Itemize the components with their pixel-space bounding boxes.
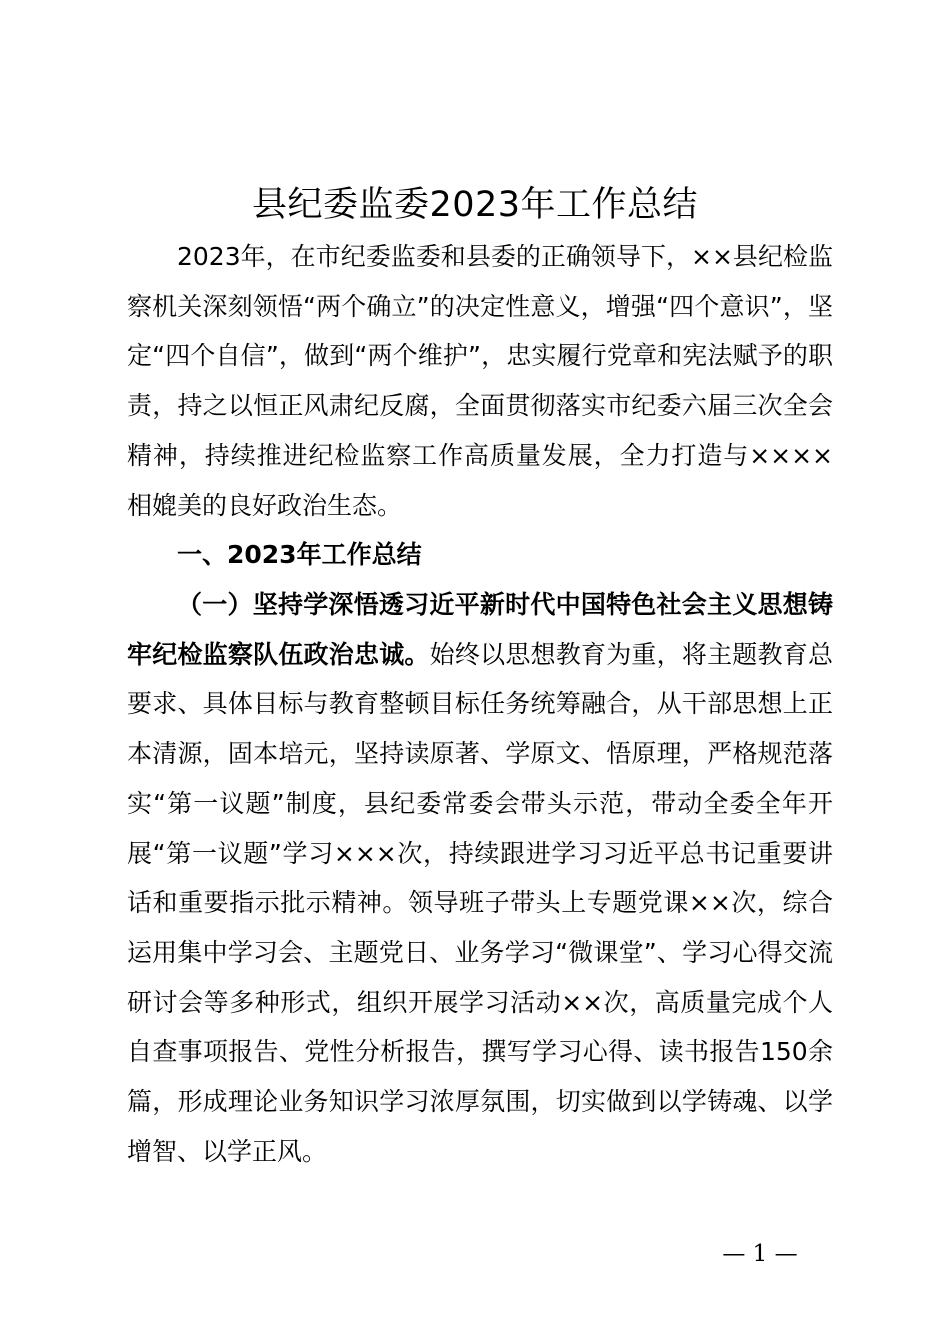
section-heading: 一、2023年工作总结 (177, 540, 422, 569)
section-paragraph (127, 580, 833, 1176)
page-number: — 1 — (722, 1241, 798, 1267)
document-title: 县纪委监委2023年工作总结 (251, 185, 699, 225)
intro-paragraph: 2023年，在市纪委监委和县委的正确领导下，××县纪检监察机关深刻领悟“两个确立”的决定性意义，增强“四个意识”，坚定“四个自信”，做到“两个维护”，忠实履行党章和宪法赋予的职责，持之以恒正风肃纪反腐，全面贯彻落实市纪委六届三次全会精神，持续推进纪检监察工作高质量发展，全力打造与××××相媲美的良好政治生态。 (127, 242, 833, 520)
paragraph-lead: （一）坚持学深悟透习近平新时代中国特色社会主义思想铸牢纪检监察队伍政治忠诚。 (127, 590, 833, 669)
paragraph-body: 始终以思想教育为重，将主题教育总要求、具体目标与教育整顿目标任务统筹融合，从干部思想上正本清源，固本培元，坚持读原著、学原文、悟原理，严格规范落实“第一议题”制度，县纪委常委会带头示范，带动全委全年开展“第一议题”学习×××次，持续跟进学习习近平总书记重要讲话和重要指示批示精神。领导班子带头上专题党课××次，综合运用集中学习会、主题党日、业务学习“微课堂”、学习心得交流研讨会等多种形式，组织开展学习活动××次，高质量完成个人自查事项报告、党性分析报告，撰写学习心得、读书报告150余篇，形成理论业务知识学习浓厚氛围，切实做到以学铸魂、以学增智、以学正风。 (127, 639, 833, 1166)
